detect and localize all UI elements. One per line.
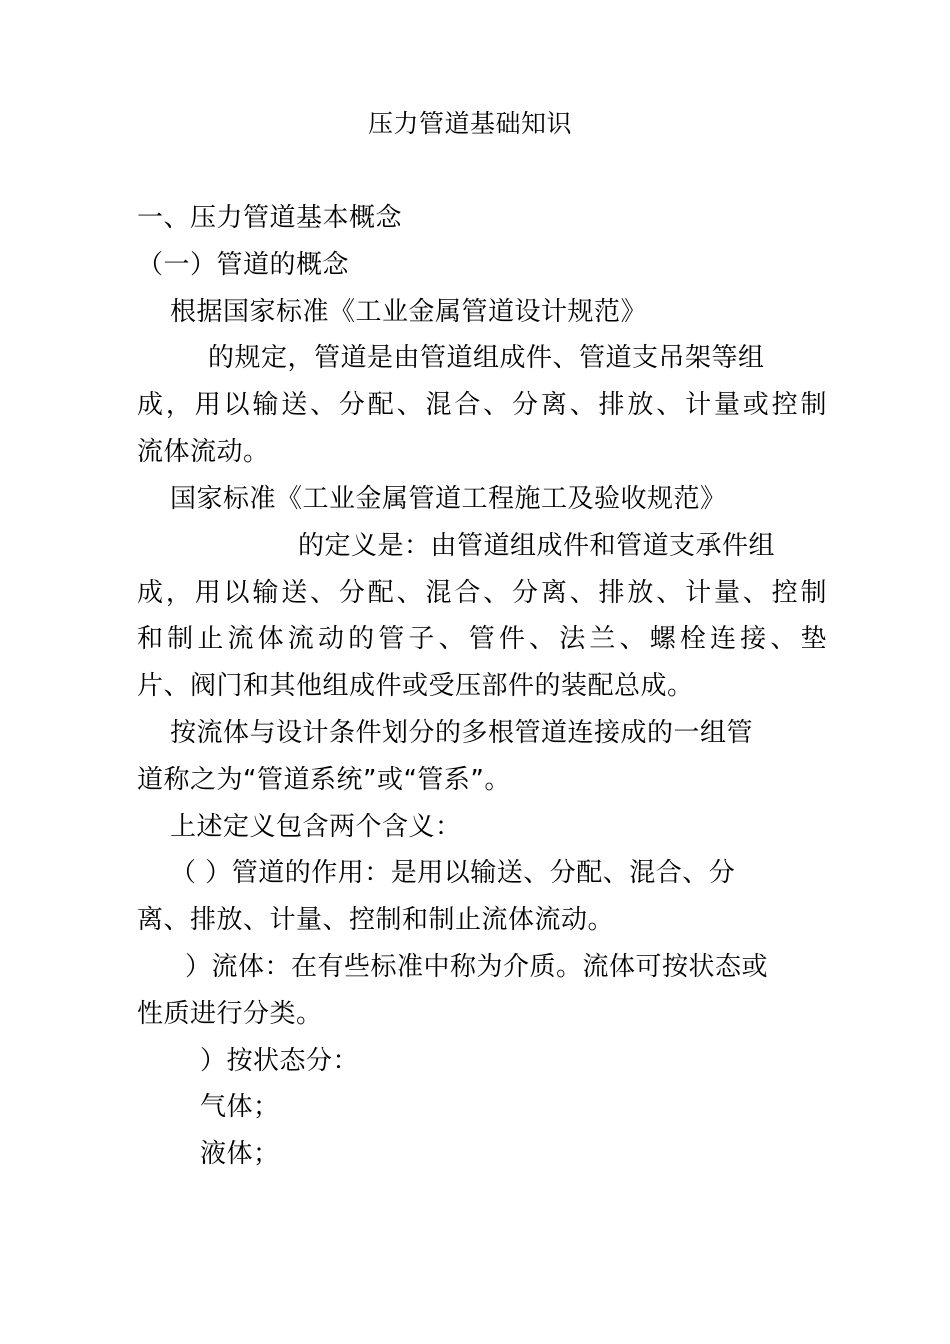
paragraph-line: 离、排放、计量、控制和制止流体流动。 [137, 905, 615, 935]
paragraph-line: ）按状态分： [200, 1046, 360, 1076]
section-heading: 一、压力管道基本概念 [137, 203, 403, 233]
list-item: 液体； [200, 1139, 280, 1169]
paragraph-line: 成，用以输送、分配、混合、分离、排放、计量、控制 [137, 578, 827, 608]
paragraph-line: 根据国家标准《工业金属管道设计规范》 [170, 297, 648, 327]
paragraph-line: 和制止流体流动的管子、管件、法兰、螺栓连接、垫 [137, 624, 827, 654]
list-item: 气体； [200, 1092, 280, 1122]
paragraph-line: （ ）管道的作用：是用以输送、分配、混合、分 [170, 858, 736, 888]
paragraph-line: 道称之为“管道系统”或“管系”。 [137, 765, 511, 795]
paragraph-line: 的定义是：由管道组成件和管道支承件组 [298, 531, 776, 561]
paragraph-line: ）流体：在有些标准中称为介质。流体可按状态或 [185, 952, 769, 982]
paragraph-line: 片、阀门和其他组成件或受压部件的装配总成。 [137, 671, 694, 701]
subsection-heading: （一）管道的概念 [137, 250, 350, 280]
paragraph-line: 的规定，管道是由管道组成件、管道支吊架等组 [208, 343, 765, 373]
paragraph-line: 按流体与设计条件划分的多根管道连接成的一组管 [170, 718, 754, 748]
paragraph-line: 上述定义包含两个含义： [170, 812, 462, 842]
paragraph-line: 流体流动。 [137, 437, 270, 467]
paragraph-line: 性质进行分类。 [137, 999, 323, 1029]
paragraph-line: 国家标准《工业金属管道工程施工及验收规范》 [170, 484, 727, 514]
paragraph-line: 成，用以输送、分配、混合、分离、排放、计量或控制 [137, 390, 827, 420]
document-title: 压力管道基础知识 [368, 109, 573, 138]
